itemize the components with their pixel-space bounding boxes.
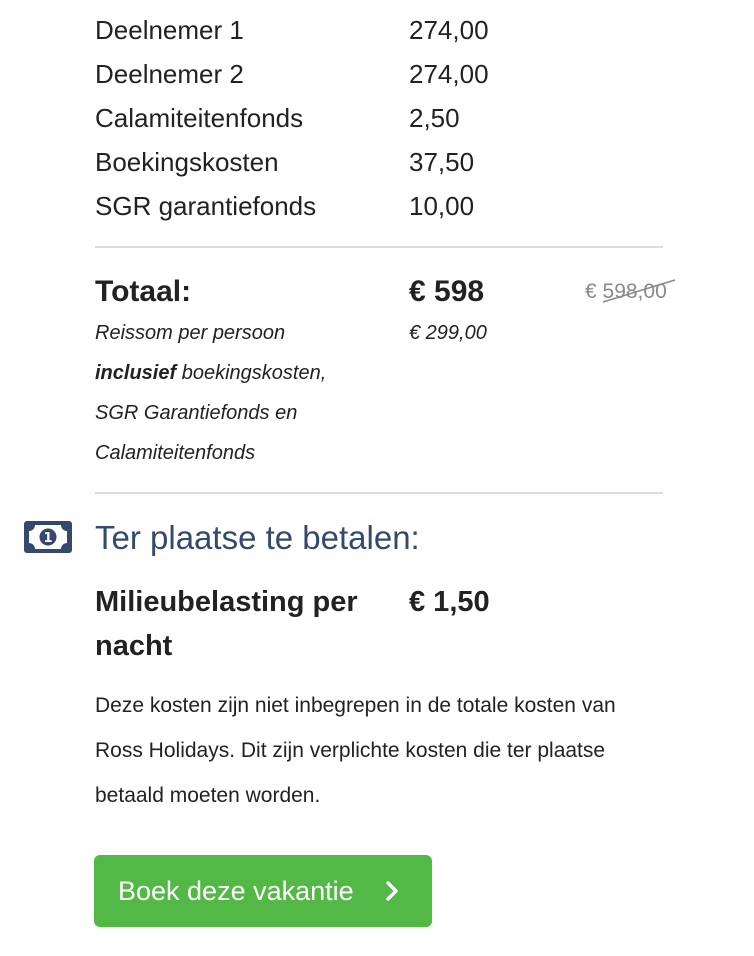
- note-text: boekingskosten,: [181, 362, 327, 384]
- per-person-amount: € 299,00: [409, 322, 487, 344]
- note-line: Calamiteitenfonds: [95, 442, 256, 464]
- price-row: [95, 184, 665, 228]
- info-text: Deze kosten zijn niet inbegrepen in de totale kosten van Ross Holidays. Dit zijn verplichte kosten die ter plaatse betaald moeten worden.: [95, 694, 616, 807]
- price-row: [95, 52, 665, 96]
- price-row-label: Calamiteitenfonds: [95, 103, 304, 133]
- price-row-amount: 10,00: [409, 191, 475, 221]
- price-row-amount: 274,00: [409, 59, 489, 89]
- fee-amount: € 1,50: [409, 586, 490, 618]
- total-amount: € 598: [409, 275, 485, 308]
- svg-text:1: 1: [43, 531, 53, 546]
- price-row-label: Deelnemer 1: [95, 15, 244, 45]
- price-row-amount: 2,50: [409, 103, 460, 133]
- divider: [95, 492, 663, 494]
- note-line: [95, 353, 395, 393]
- book-button-label: Boek deze vakantie: [118, 876, 354, 906]
- banknote-icon: [24, 521, 72, 553]
- price-row-label: SGR garantiefonds: [95, 191, 317, 221]
- chevron-right-icon: [384, 880, 400, 902]
- section-title: Ter plaatse te betalen:: [95, 519, 420, 556]
- price-row: [95, 8, 665, 52]
- total-label: Totaal:: [95, 275, 192, 308]
- fee-label: Milieubelasting per nacht: [95, 586, 358, 662]
- price-row-label: Boekingskosten: [95, 147, 279, 177]
- book-holiday-button[interactable]: [94, 855, 432, 927]
- price-row: [95, 96, 665, 140]
- price-row-label: Deelnemer 2: [95, 59, 244, 89]
- old-price: [585, 276, 667, 308]
- price-row-amount: 37,50: [409, 147, 475, 177]
- note-line: Reissom per persoon: [95, 322, 286, 344]
- note-emphasis: inclusief: [95, 362, 177, 384]
- price-row: [95, 140, 665, 184]
- note-line: SGR Garantiefonds en: [95, 402, 298, 424]
- strikethrough-line: [601, 276, 671, 308]
- old-price-text: € 598,00: [585, 280, 667, 303]
- price-row-amount: 274,00: [409, 15, 489, 45]
- divider: [95, 246, 663, 248]
- total-note: [95, 313, 395, 473]
